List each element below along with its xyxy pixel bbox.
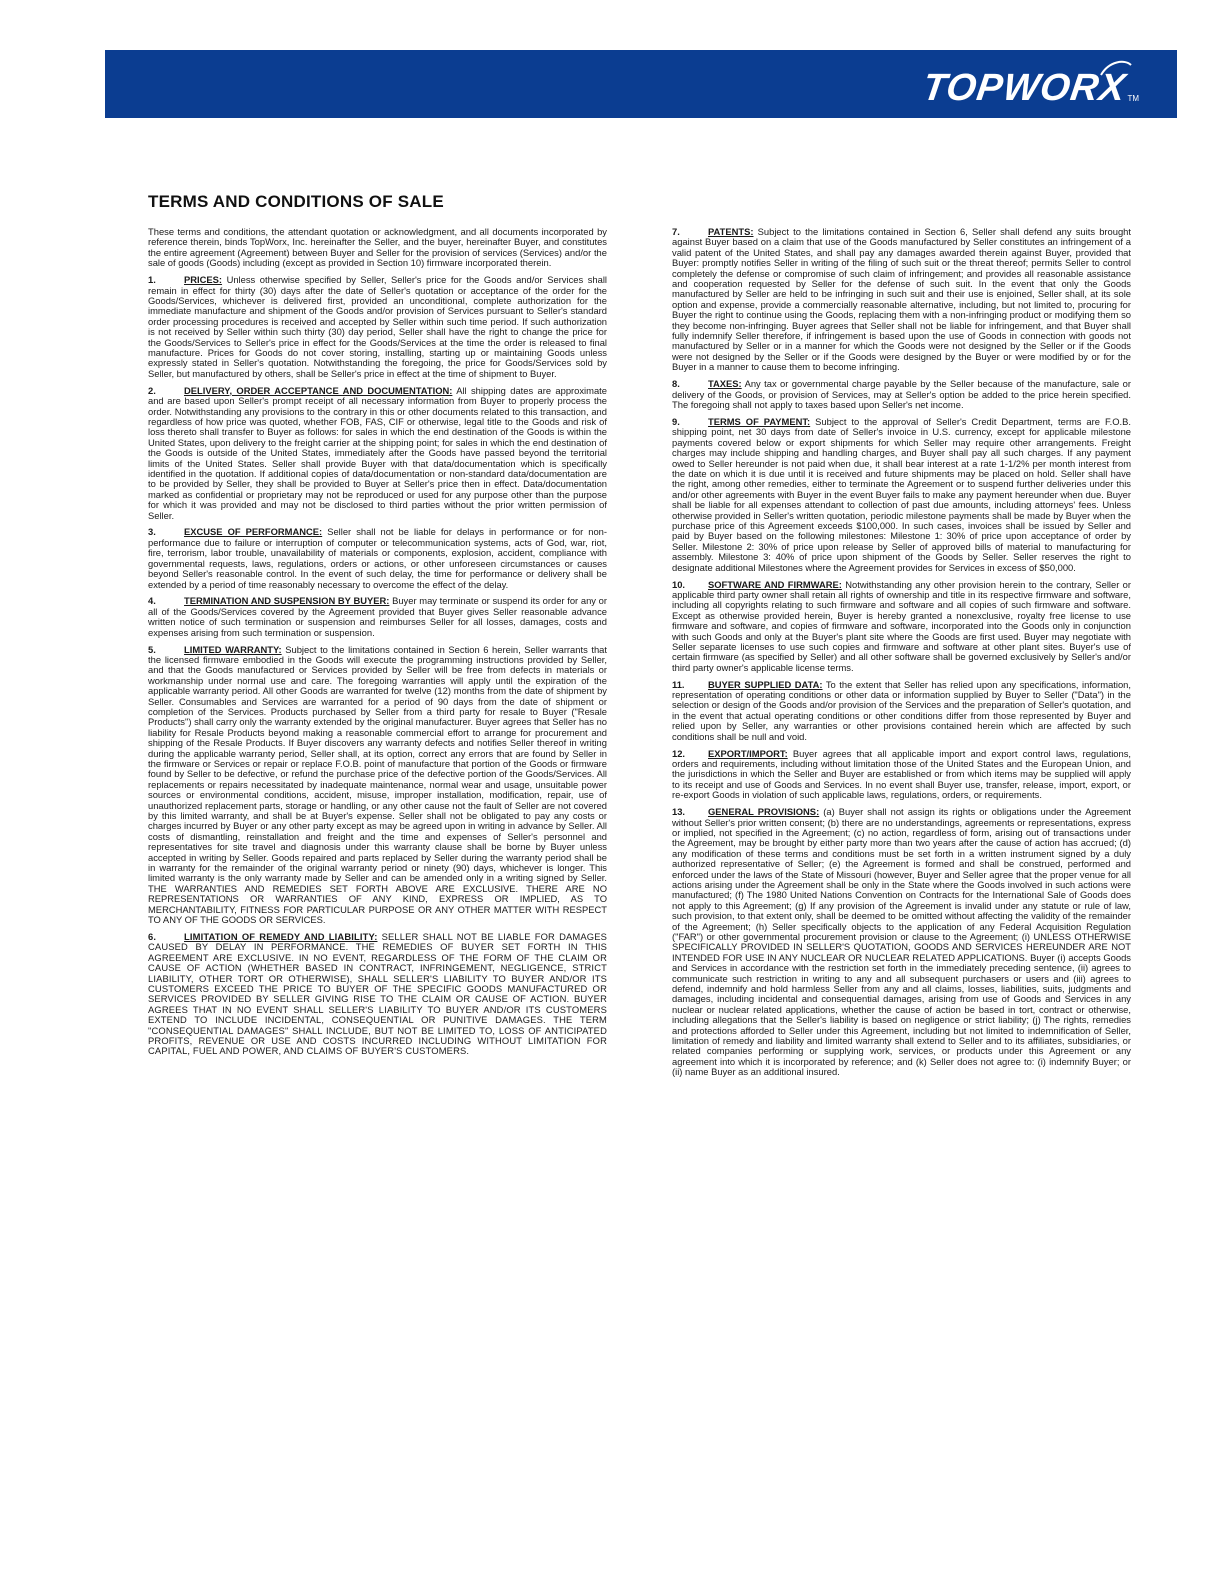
company-logo: [919, 63, 1139, 109]
section-limited-warranty: [148, 645, 607, 926]
section-body: Subject to the limitations contained in Section 6, Seller shall defend any suits brought against Buyer based on a claim that use of the Goods manufactured by Seller constitutes an infringement of a valid patent of the United States, and shall pay any damages awarded therein against Buyer, provided that Buyer: promptly notifies Seller in writing of the filing of such suit or the threat thereof; permits Seller to control completely the defense or compromise of such claim of infringement; and provides all reasonable assistance and cooperation requested by Seller for the defense of such suit. In the event that only the Goods manufactured by Seller are held to be infringing in such suit and their use is enjoined, Seller shall, at its sole option and expense, provide a commercially reasonable alternative, including, but not limited to, procuring for Buyer the right to continue using the Goods, replacing them with a non-infringing product or modifying them so they become non-infringing. Buyer agrees that Seller shall not be liable for infringement, and that Buyer shall fully indemnify Seller therefore, if infringement is based upon the use of Goods in connection with goods not manufactured by Seller or in a manner for which the Goods were not designed by the Seller or if the Goods were not designed by the Seller or if the Goods were designed by the Buyer or were modified by or for the Buyer in a manner to cause them to become infringing.: [672, 226, 1131, 373]
section-body: Unless otherwise specified by Seller, Seller's price for the Goods and/or Services shall remain in effect for thirty (30) days after the date of Seller's quotation or acceptance of the order for the Goods/Services, whichever is delivered first, provided an unconditional, complete authorization for the immediate manufacture and shipment of the Goods and/or provision of Services pursuant to Seller's standard order processing procedures is received and accepted by Seller within such time period. If such authorization is not received by Seller within such thirty (30) day period, Seller shall have the right to change the price for the Goods/Services to Seller's price in effect for the Goods/Services at the time the order is released to final manufacture. Prices for Goods do not cover storing, installing, starting up or maintaining Goods unless expressly stated in Seller's quotation. Notwithstanding the foregoing, the price for Goods/Services sold by Seller, but manufactured by others, shall be Seller's price in effect at the time of shipment to Buyer.: [148, 274, 607, 379]
section-body: Seller shall not be liable for delays in performance or for non-performance due to failure or interruption of computer or telecommunication systems, acts of God, war, riot, fire, terrorism, labor trouble, unavailability of materials or components, explosion, accident, compliance with governmental requests, laws, regulations, orders or actions, or other unforeseen circumstances or causes beyond Seller's reasonable control. In the event of such delay, the time for performance or delivery shall be extended by a period of time reasonably necessary to overcome the effect of the delay.: [148, 526, 608, 590]
section-number: 6.: [148, 931, 157, 942]
section-number: 7.: [672, 226, 680, 237]
intro-paragraph: These terms and conditions, the attendant quotation or acknowledgment, and all documents incorporated by reference therein, binds TopWorx, Inc. hereinafter the Seller, and the buyer, hereinafter Buyer, and constitutes the entire agreement (Agreement) between Buyer and Seller for the provision of services (Services) and/or the sale of goods (Goods) including (except as provided in Section 10) firmware incorporated therein.: [148, 226, 607, 269]
logo-wordmark: TOPWORX: [919, 67, 1129, 109]
section-patents: [672, 227, 1131, 373]
section-body: SELLER SHALL NOT BE LIABLE FOR DAMAGES CAUSED BY DELAY IN PERFORMANCE. THE REMEDIES OF BUYER SET FORTH IN THIS AGREEMENT ARE EXCLUSIVE. IN NO EVENT, REGARDLESS OF THE FORM OF THE CLAIM OR CAUSE OF ACTION (WHETHER BASED IN CONTRACT, INFRINGEMENT, NEGLIGENCE, STRICT LIABILITY, OTHER TORT OR OTHERWISE), SHALL SELLER'S LIABILITY TO BUYER AND/OR ITS CUSTOMERS EXCEED THE PRICE TO BUYER OF THE SPECIFIC GOODS MANUFACTURED OR SERVICES PROVIDED BY SELLER GIVING RISE TO THE CLAIM OR CAUSE OF ACTION. BUYER AGREES THAT IN NO EVENT SHALL SELLER'S LIABILITY TO BUYER AND/OR ITS CUSTOMERS EXTEND TO INCLUDE INCIDENTAL, CONSEQUENTIAL OR PUNITIVE DAMAGES. THE TERM "CONSEQUENTIAL DAMAGES" SHALL INCLUDE, BUT NOT BE LIMITED TO, LOSS OF ANTICIPATED PROFITS, REVENUE OR USE AND COSTS INCURRED INCLUDING WITHOUT LIMITATION FOR CAPITAL, FUEL AND POWER, AND CLAIMS OF BUYER'S CUSTOMERS.: [148, 931, 607, 1057]
section-body: Buyer may terminate or suspend its order for any or all of the Goods/Services covered by the Agreement provided that Buyer gives Seller reasonable advance written notice of such termination or suspension and reimburses Seller for all losses, damages, costs and expenses arising from such termination or suspension.: [148, 595, 608, 638]
section-body: (a) Buyer shall not assign its rights or obligations under the Agreement without Seller's prior written consent; (b) there are no understandings, agreements or representations, express or implied, not specified in the Agreement; (c) no action, regardless of form, arising out of transactions under the Agreement, may be brought by either party more than two years after the cause of action has accrued; (d) any modification of these terms and conditions must be set forth in a written instrument signed by a duly authorized representative of Seller; (e) the Agreement is formed and shall be construed, performed and enforced under the laws of the State of Missouri (however, Buyer and Seller agree that the proper venue for all actions arising under the Agreement shall be only in the State where the Goods involved in such actions were manufactured; (f) The 1980 United Nations Convention on Contracts for the International Sale of Goods does not apply to this Agreement; (g) If any provision of the Agreement is invalid under any statute or rule of law, such provision, to that extent only, shall be deemed to be omitted without affecting the validity of the remainder of the Agreement; (h) Seller specifically objects to the application of any Federal Acquisition Regulation ("FAR") or other governmental procurement provision or clause to the Agreement; (i) UNLESS OTHERWISE SPECIFICALLY PROVIDED IN SELLER'S QUOTATION, GOODS AND SERVICES HEREUNDER ARE NOT INTENDED FOR USE IN ANY NUCLEAR OR NUCLEAR RELATED APPLICATIONS. Buyer (i) accepts Goods and Services in accordance with the restriction set forth in the immediately preceding sentence, (ii) agrees to communicate such restriction in writing to any and all subsequent purchasers or users and (iii) agrees to defend, indemnify and hold harmless Seller from any and all claims, losses, liabilities, suits, judgments and damages, including incidental and consequential damages, arising from use of Goods and Services in any nuclear or nuclear related applications, whether the cause of action be based in tort, contract or otherwise, including allegations that the Seller's liability is based on negligence or strict liability; (j) The rights, remedies and protections afforded to Seller under this Agreement, including but not limited to indemnification of Seller, limitation of remedy and liability and limited warranty shall extend to Seller and to its affiliates, subsidiaries, or related companies performing or supplying work, services, or products under this Agreement or any agreement into which it is incorporated by reference; and (k) Seller does not agree to: (i) indemnify Buyer; or (ii) name Buyer as an additional insured.: [672, 806, 1131, 1078]
section-number: 1.: [148, 274, 156, 286]
section-body: Notwithstanding any other provision herein to the contrary, Seller or applicable third party owner shall retain all rights of ownership and title in its respective firmware and software, including all copyrights relating to such firmware and software and all copies of such firmware and software. Except as otherwise provided herein, Buyer is hereby granted a nonexclusive, royalty free license to use firmware and software, and copies of firmware and software, incorporated into the Goods only in conjunction with such Goods and only at the Buyer's plant site where the Goods are first used. Buyer may negotiate with Seller separate licenses to use such copies and firmware and software at other plant sites. Buyer's use of certain firmware (as specified by Seller) and all other software shall be governed exclusively by Seller's and/or third party owner's applicable license terms.: [672, 578, 1132, 673]
section-heading: EXPORT/IMPORT:: [708, 747, 788, 759]
section-taxes: [672, 379, 1131, 410]
section-body: Subject to the approval of Seller's Credit Department, terms are F.O.B. shipping point, net 30 days from date of Seller's invoice in U.S. currency, except for applicable milestone payments covered below or export shipments for which Seller may require other arrangements. Freight charges may include shipping and handling charges, and Buyer shall pay all such charges. If any payment owed to Seller hereunder is not paid when due, it shall bear interest at a rate 1-1/2% per month interest from the date on which it is due until it is received and future shipments may be placed on hold. Seller shall have the right, among other remedies, either to terminate the Agreement or to suspend further deliveries under this and/or other agreements with Buyer in the event Buyer fails to make any payment hereunder when due. Buyer shall be liable for all expenses attendant to collection of past due amounts, including attorneys' fees. Unless otherwise provided in Seller's written quotation, periodic milestone payments shall be made by Buyer when the purchase price of this Agreement exceeds $100,000. In such cases, invoices shall be issued by Seller and paid by Buyer based on the following milestones: Milestone 1: 30% of price upon acceptance of order by Seller. Milestone 2: 30% of price upon release by Seller of approved bills of material to manufacturing for assembly. Milestone 3: 40% of price upon shipment of the Goods by Seller. Seller reserves the right to designate additional Milestones where the Agreement provides for Services in excess of $50,000.: [672, 415, 1132, 573]
trademark-mark: TM: [1127, 94, 1139, 103]
section-heading: LIMITATION OF REMEDY AND LIABILITY:: [184, 931, 378, 942]
section-export-import: [672, 749, 1131, 801]
section-number: 5.: [148, 643, 156, 655]
section-number: 12.: [672, 747, 686, 759]
section-number: 8.: [672, 378, 680, 390]
section-heading: TERMINATION AND SUSPENSION BY BUYER:: [184, 595, 390, 607]
section-heading: BUYER SUPPLIED DATA:: [708, 678, 823, 690]
section-heading: PRICES:: [184, 274, 223, 286]
section-heading: PATENTS:: [708, 226, 754, 237]
section-body: All shipping dates are approximate and are based upon Seller's prompt receipt of all necessary information from Buyer to properly process the order. Notwithstanding any provisions to the contrary in this or other documents related to this transaction, and regardless of how price was quoted, whether FOB, FAS, CIF or otherwise, legal title to the Goods and risk of loss thereto shall transfer to Buyer as follows: for sales in which the end destination of the Goods is within the United States, upon delivery to the freight carrier at the shipping point; for sales in which the end destination of the Goods is outside of the United States, immediately after the Goods have passed beyond the territorial limits of the United States. Seller shall provide Buyer with that data/documentation which is specifically identified in the quotation. If additional copies of data/documentation or non-standard data/documentation are to be provided by Seller, they shall be provided to Buyer at Seller's price then in effect. Data/documentation marked as confidential or proprietary may not be reproduced or used for any purpose other than the purpose for which it was provided and may not be disclosed to third parties without the prior written permission of Seller.: [148, 384, 607, 521]
section-termination: [148, 596, 607, 638]
section-number: 3.: [148, 526, 156, 538]
document-title: TERMS AND CONDITIONS OF SALE: [148, 192, 444, 211]
section-heading: LIMITED WARRANTY:: [184, 643, 282, 655]
section-body: To the extent that Seller has relied upon any specifications, information, representation of operating conditions or other data or information supplied by Buyer to Seller ("Data") in the selection or design of the Goods and/or provision of the Services and the preparation of Seller's quotation, and in the event that actual operating conditions or other conditions differ from those represented by Buyer and relied upon by Seller, any warranties or other provisions contained herein which are affected by such conditions shall be null and void.: [672, 678, 1131, 742]
section-number: 9.: [672, 415, 680, 427]
section-limitation-of-remedy: [148, 932, 607, 1057]
section-number: 13.: [672, 806, 686, 818]
section-body: Buyer agrees that all applicable import and export control laws, regulations, orders and requirements, including without limitation those of the United States and the European Union, and the jurisdictions in which the Seller and Buyer are established or from which items may be supplied will apply to its receipt and use of Goods and Services. In no event shall Buyer use, transfer, release, import, export, or re-export Goods in violation of such applicable laws, regulations, orders, or requirements.: [672, 747, 1131, 801]
section-number: 10.: [672, 578, 686, 590]
section-number: 2.: [148, 384, 156, 396]
section-prices: [148, 275, 607, 379]
section-heading: SOFTWARE AND FIRMWARE:: [708, 578, 842, 590]
header-banner: [105, 50, 1177, 118]
section-terms-of-payment: [672, 417, 1131, 573]
section-heading: DELIVERY, ORDER ACCEPTANCE AND DOCUMENTATION:: [184, 384, 453, 396]
section-number: 11.: [672, 678, 685, 690]
section-excuse-of-performance: [148, 527, 607, 589]
section-body: Any tax or governmental charge payable by the Seller because of the manufacture, sale or delivery of the Goods, or provision of Services, may at Seller's option be added to the price herein specified. The foregoing shall not apply to taxes based upon Seller's net income.: [672, 378, 1131, 410]
section-software-and-firmware: [672, 580, 1131, 674]
section-general-provisions: [672, 807, 1131, 1078]
right-column: [672, 227, 1131, 1084]
section-heading: TAXES:: [708, 378, 742, 390]
section-body: Subject to the limitations contained in Section 6 herein, Seller warrants that the licensed firmware embodied in the Goods will execute the programming instructions provided by Seller, and that the Goods manufactured or Services provided by Seller will be free from defects in materials or workmanship under normal use and care. The foregoing warranties will apply until the expiration of the applicable warranty period. All other Goods are warranted for twelve (12) months from the date of shipment by Seller. Consumables and Services are warranted for a period of 90 days from the date of shipment or completion of the Services. Products purchased by Seller from a third party for resale to Buyer ("Resale Products") shall carry only the warranty extended by the original manufacturer. Buyer agrees that Seller has no liability for Resale Products beyond making a reasonable commercial effort to arrange for procurement and shipping of the Resale Products. If Buyer discovers any warranty defects and notifies Seller thereof in writing during the applicable warranty period, Seller shall, at its option, correct any errors that are found by Seller in the firmware or Services or repair or replace F.O.B. point of manufacture that portion of the Goods or firmware found by Seller to be defective, or refund the purchase price of the defective portion of the Goods/Services. All replacements or repairs necessitated by inadequate maintenance, normal wear and usage, unsuitable power sources or environmental conditions, accident, misuse, improper installation, modification, repair, use of unauthorized replacement parts, storage or handling, or any other cause not the fault of Seller are not covered by this limited warranty, and shall be at Buyer's expense. Seller shall not be obligated to pay any costs or charges incurred by Buyer or any other party except as may be agreed upon in writing in advance by Seller. All costs of dismantling, reinstallation and freight and the time and expenses of Seller's personnel and representatives for site travel and diagnosis under this warranty clause shall be borne by Buyer unless accepted in writing by Seller. Goods repaired and parts replaced by Seller during the warranty period shall be in warranty for the remainder of the original warranty period or ninety (90) days, whichever is longer. This limited warranty is the only warranty made by Seller and can be amended only in a writing signed by Seller. THE WARRANTIES AND REMEDIES SET FORTH ABOVE ARE EXCLUSIVE. THERE ARE NO REPRESENTATIONS OR WARRANTIES OF ANY KIND, EXPRESS OR IMPLIED, AS TO MERCHANTABILITY, FITNESS FOR PARTICULAR PURPOSE OR ANY OTHER MATTER WITH RESPECT TO ANY OF THE GOODS OR SERVICES.: [148, 643, 607, 926]
section-heading: GENERAL PROVISIONS:: [708, 806, 820, 818]
logo-swoosh-icon: [1099, 59, 1133, 79]
section-number: 4.: [148, 595, 156, 607]
left-column: [148, 227, 607, 1063]
section-buyer-supplied-data: [672, 680, 1131, 742]
section-delivery: [148, 386, 607, 521]
section-heading: EXCUSE OF PERFORMANCE:: [184, 526, 323, 538]
section-heading: TERMS OF PAYMENT:: [708, 415, 811, 427]
